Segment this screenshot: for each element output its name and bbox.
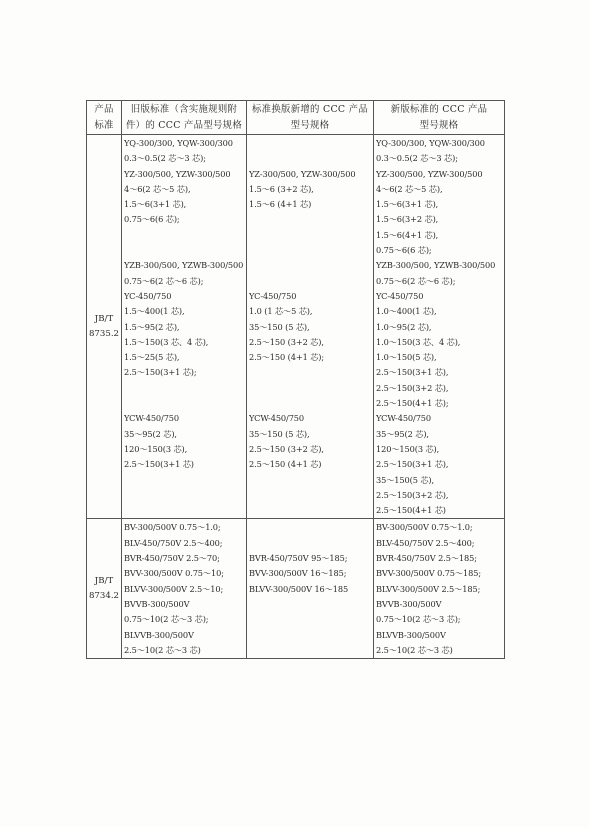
- spec-line: 35～95(2 芯),: [124, 428, 177, 439]
- spec-line: 1.5～6 (3+2 芯),: [249, 183, 314, 194]
- spec-line: 2.5～150(4+1 芯): [376, 505, 446, 516]
- spec-line: 1.0～95(2 芯),: [376, 321, 432, 332]
- spec-line: 2.5～150 (4+1 芯): [249, 459, 322, 470]
- spec-line: [249, 258, 371, 273]
- spec-line: [249, 365, 371, 380]
- spec-line: 1.5～6 (4+1 芯): [249, 199, 312, 210]
- spec-line: BV-300/500V 0.75～1.0;: [376, 522, 473, 533]
- old-spec-cell: [122, 135, 247, 519]
- spec-line: 0.75～6(2 芯～6 芯);: [376, 275, 456, 286]
- spec-line: YCW-450/750: [249, 413, 305, 424]
- spec-line: 0.75～10(2 芯～3 芯);: [376, 614, 461, 625]
- spec-line: BLVV-300/500V 16～185: [249, 583, 349, 594]
- new-spec-cell: [374, 519, 505, 659]
- spec-line: 35～150 (5 芯),: [249, 428, 310, 439]
- spec-line: [249, 243, 371, 258]
- standard-cell: JB/T 8735.2: [87, 135, 122, 519]
- new-spec-cell: [374, 135, 505, 519]
- spec-line: 0.75～6(6 芯);: [376, 245, 432, 256]
- spec-line: BLV-450/750V 2.5～400;: [376, 537, 475, 548]
- spec-line: 0.3～0.5(2 芯～3 芯);: [124, 153, 206, 164]
- spec-line: 0.75～10(2 芯～3 芯);: [124, 614, 209, 625]
- spec-line: [249, 396, 371, 411]
- spec-line: 35～95(2 芯),: [376, 428, 429, 439]
- spec-line: 2.5～150(3+2 芯),: [376, 382, 449, 393]
- spec-line: [249, 628, 371, 643]
- old-spec-cell: [122, 519, 247, 659]
- spec-line: 4～6(2 芯～5 芯),: [376, 183, 443, 194]
- spec-line: 2.5～150 (4+1 芯);: [249, 352, 325, 363]
- spec-line: [124, 473, 244, 488]
- header-old-version: 旧版标准（含实施规则附 件）的 CCC 产品型号规格: [122, 101, 247, 135]
- spec-line: YCW-450/750: [376, 413, 432, 424]
- header-added-models: 标准换版新增的 CCC 产品 型号规格: [247, 101, 374, 135]
- spec-line: 120～150(3 芯),: [376, 443, 440, 454]
- spec-line: 2.5～10(2 芯～3 芯): [124, 644, 201, 655]
- spec-line: YZ-300/500, YZW-300/500: [249, 168, 356, 179]
- spec-line: YCW-450/750: [124, 413, 180, 424]
- spec-line: YQ-300/300, YQW-300/300: [124, 138, 233, 148]
- header-row: [87, 101, 505, 135]
- spec-line: YC-450/750: [124, 290, 172, 301]
- spec-line: 1.5～6(4+1 芯),: [376, 229, 439, 240]
- header-new-version: 新版标准的 CCC 产品 型号规格: [374, 101, 505, 135]
- spec-line: [124, 243, 244, 258]
- spec-line: 1.0～150(3 芯、4 芯),: [376, 336, 461, 347]
- spec-line: [249, 536, 371, 551]
- document-page: [86, 100, 504, 659]
- spec-line: BVV-300/500V 0.75～10;: [124, 568, 224, 579]
- spec-line: [249, 488, 371, 503]
- header-product-standard: 产品 标准: [87, 101, 122, 135]
- spec-line: [249, 381, 371, 396]
- spec-line: YZB-300/500, YZWB-300/500: [124, 260, 244, 271]
- spec-line: BVVB-300/500V: [376, 598, 442, 609]
- spec-line: 2.5～150(3+1 芯);: [124, 367, 197, 378]
- spec-line: 2.5～10(2 芯～3 芯): [376, 644, 453, 655]
- ccc-spec-table: [86, 100, 505, 659]
- spec-line: 1.0～150(5 芯),: [376, 352, 437, 363]
- spec-line: BVV-300/500V 0.75～185;: [376, 568, 481, 579]
- spec-line: [249, 228, 371, 243]
- spec-line: YZ-300/500, YZW-300/500: [376, 168, 483, 179]
- spec-line: [249, 212, 371, 227]
- spec-line: 0.3～0.5(2 芯～3 芯);: [376, 153, 458, 164]
- spec-line: YZB-300/500, YZWB-300/500: [376, 260, 496, 271]
- spec-line: [249, 136, 371, 151]
- spec-line: [249, 520, 371, 535]
- spec-line: 1.5～95(2 芯),: [124, 321, 180, 332]
- spec-line: 0.75～6(6 芯);: [124, 214, 180, 225]
- table-row: [87, 135, 505, 519]
- spec-line: [249, 597, 371, 612]
- spec-line: [124, 228, 244, 243]
- spec-line: 2.5～150(3+2 芯),: [376, 489, 449, 500]
- spec-line: 1.5～6(3+1 芯),: [376, 199, 439, 210]
- spec-line: [124, 396, 244, 411]
- spec-line: 1.0～400(1 芯),: [376, 306, 437, 317]
- spec-line: YZ-300/500, YZW-300/500: [124, 168, 231, 179]
- spec-line: 1.5～150(3 芯、4 芯),: [124, 336, 209, 347]
- added-spec-cell: [247, 519, 374, 659]
- spec-line: 0.75～6(2 芯～6 芯);: [124, 275, 204, 286]
- spec-line: BV-300/500V 0.75～1.0;: [124, 522, 221, 533]
- spec-line: BLVVB-300/500V: [376, 629, 446, 640]
- spec-line: [124, 503, 244, 518]
- spec-line: [249, 503, 371, 518]
- spec-line: 2.5～150(3+1 芯): [124, 459, 194, 470]
- spec-line: 4～6(2 芯～5 芯),: [124, 183, 191, 194]
- spec-line: BVR-450/750V 2.5～185;: [376, 553, 477, 564]
- spec-line: YC-450/750: [376, 290, 424, 301]
- spec-line: 2.5～150 (3+2 芯),: [249, 336, 324, 347]
- spec-line: [124, 488, 244, 503]
- spec-line: 1.5～25(5 芯),: [124, 352, 180, 363]
- spec-line: BVVB-300/500V: [124, 598, 190, 609]
- table-row: [87, 519, 505, 659]
- added-spec-cell: [247, 135, 374, 519]
- spec-line: BVR-450/750V 95～185;: [249, 553, 348, 564]
- spec-line: 2.5～150(3+1 芯),: [376, 459, 449, 470]
- standard-cell: JB/T 8734.2: [87, 519, 122, 659]
- spec-line: 2.5～150 (3+2 芯),: [249, 443, 324, 454]
- spec-line: 1.5～400(1 芯),: [124, 306, 185, 317]
- spec-line: BLVV-300/500V 2.5～10;: [124, 583, 224, 594]
- spec-line: 35～150 (5 芯),: [249, 321, 310, 332]
- spec-line: [249, 151, 371, 166]
- spec-line: 2.5～150(4+1 芯);: [376, 398, 449, 409]
- spec-line: BLVVB-300/500V: [124, 629, 194, 640]
- spec-line: 120～150(3 芯),: [124, 443, 188, 454]
- spec-line: BVR-450/750V 2.5～70;: [124, 553, 220, 564]
- spec-line: 35～150(5 芯),: [376, 474, 435, 485]
- spec-line: 1.5～6(3+2 芯),: [376, 214, 439, 225]
- spec-line: 1.0 (1 芯～5 芯),: [249, 306, 313, 317]
- spec-line: [249, 612, 371, 627]
- spec-line: BLVV-300/500V 2.5～185;: [376, 583, 481, 594]
- spec-line: BLV-450/750V 2.5～400;: [124, 537, 223, 548]
- spec-line: [249, 473, 371, 488]
- spec-line: [249, 643, 371, 658]
- spec-line: 1.5～6(3+1 芯),: [124, 199, 187, 210]
- spec-line: [249, 274, 371, 289]
- spec-line: YQ-300/300, YQW-300/300: [376, 138, 485, 148]
- spec-line: BVV-300/500V 16～185;: [249, 568, 347, 579]
- spec-line: 2.5～150(3+1 芯),: [376, 367, 449, 378]
- spec-line: [124, 381, 244, 396]
- spec-line: YC-450/750: [249, 290, 297, 301]
